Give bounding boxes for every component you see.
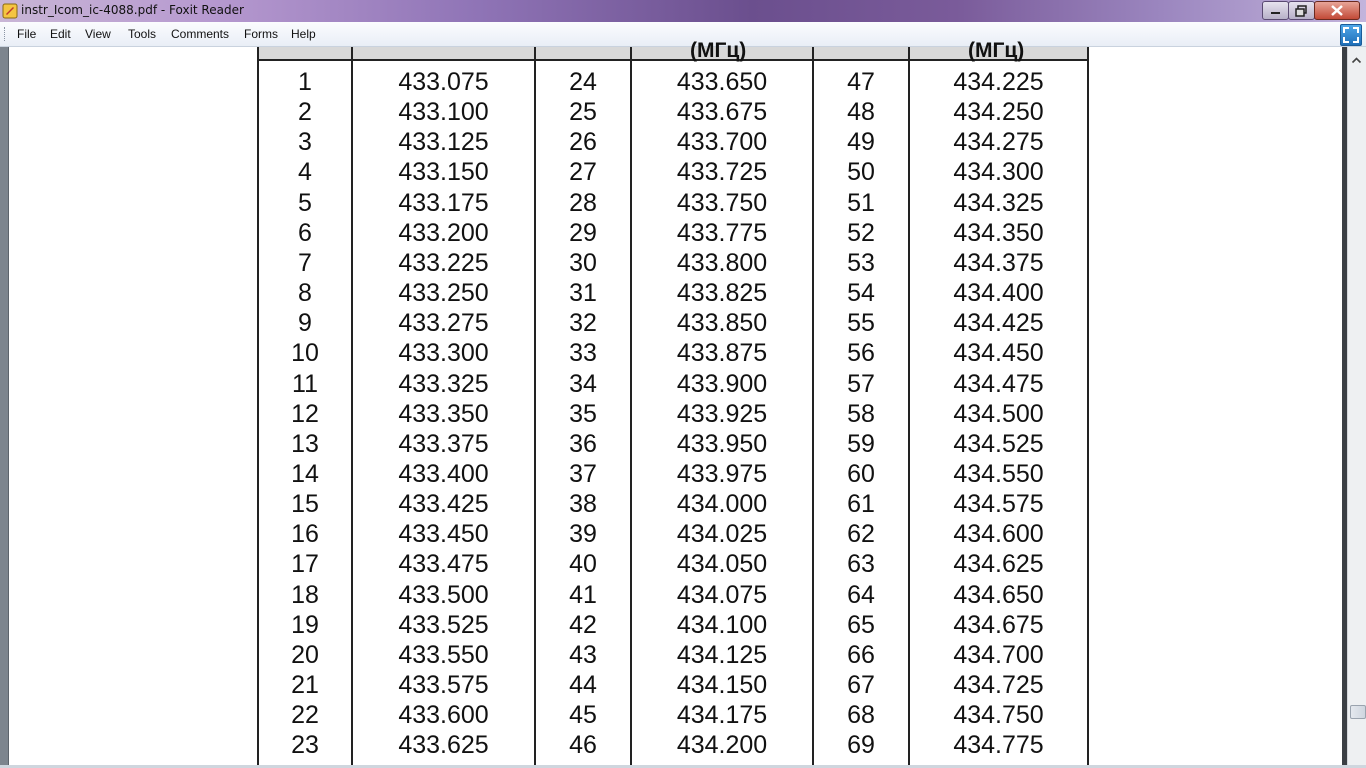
- channel-cell: 15: [291, 490, 319, 519]
- channel-cell: 13: [291, 429, 319, 458]
- frequency-cell: 433.700: [676, 128, 768, 157]
- frequency-table: [257, 39, 1089, 768]
- table-row: [257, 188, 1089, 218]
- frequency-cell: 433.800: [676, 248, 768, 277]
- frequency-cell: 433.525: [398, 610, 489, 639]
- frequency-cell: 434.525: [953, 429, 1044, 458]
- frequency-cell: 434.200: [676, 731, 768, 760]
- frequency-cell: 433.150: [398, 158, 489, 187]
- frequency-cell: 433.650: [676, 68, 768, 96]
- frequency-cell: 434.425: [953, 309, 1044, 338]
- frequency-cell: 433.075: [398, 68, 489, 96]
- channel-cell: 49: [847, 128, 875, 157]
- channel-cell: 58: [847, 399, 875, 428]
- frequency-cell: 433.450: [398, 520, 489, 549]
- frequency-cell: 433.500: [398, 580, 489, 609]
- channel-cell: 56: [847, 339, 875, 368]
- table-row: [257, 640, 1089, 670]
- channel-cell: 62: [847, 520, 875, 549]
- channel-cell: 35: [569, 399, 597, 428]
- frequency-cell: 434.675: [953, 610, 1044, 639]
- table-row: [257, 399, 1089, 429]
- channel-cell: 53: [847, 248, 875, 277]
- minimize-icon: [1263, 2, 1288, 19]
- channel-cell: 26: [569, 128, 597, 157]
- frequency-cell: 433.850: [676, 309, 768, 338]
- frequency-cell: 433.750: [676, 188, 768, 217]
- restore-icon: [1289, 2, 1314, 19]
- frequency-cell: 433.625: [398, 731, 489, 760]
- table-row: [257, 338, 1089, 368]
- frequency-cell: 434.700: [953, 640, 1044, 669]
- frequency-cell: 434.725: [953, 671, 1044, 699]
- frequency-cell: 434.125: [676, 640, 768, 669]
- frequency-cell: 433.900: [676, 369, 768, 398]
- channel-cell: 30: [569, 248, 597, 277]
- title-bar: [0, 0, 1366, 22]
- frequency-cell: 434.475: [953, 369, 1044, 398]
- frequency-cell: 433.550: [398, 640, 489, 669]
- menu-comments[interactable]: Comments: [171, 27, 230, 41]
- frequency-cell: 433.125: [398, 128, 489, 157]
- frequency-cell: 433.925: [676, 399, 768, 428]
- channel-cell: 65: [847, 610, 875, 639]
- left-panel-edge: [0, 47, 9, 768]
- frequency-cell: 434.350: [953, 218, 1044, 247]
- frequency-cell: 434.075: [676, 580, 768, 609]
- table-row: [257, 369, 1089, 399]
- frequency-cell: 433.575: [398, 671, 489, 699]
- table-row: [257, 610, 1089, 640]
- scroll-up-arrow-icon[interactable]: [1349, 53, 1364, 68]
- channel-cell: 24: [569, 68, 597, 96]
- channel-cell: 54: [847, 279, 875, 308]
- channel-cell: 41: [569, 580, 597, 609]
- table-row: [257, 549, 1089, 579]
- channel-cell: 69: [847, 731, 875, 760]
- frequency-cell: 433.375: [398, 429, 489, 458]
- channel-cell: 12: [291, 399, 319, 428]
- channel-cell: 67: [847, 671, 875, 699]
- frequency-cell: 434.150: [676, 671, 768, 699]
- channel-cell: 40: [569, 550, 597, 579]
- channel-cell: 21: [291, 671, 319, 699]
- frequency-cell: 434.575: [953, 490, 1044, 519]
- channel-cell: 45: [569, 701, 597, 730]
- channel-cell: 17: [291, 550, 319, 579]
- channel-cell: 48: [847, 98, 875, 127]
- channel-cell: 57: [847, 369, 875, 398]
- frequency-cell: 434.500: [953, 399, 1044, 428]
- menu-view[interactable]: View: [85, 27, 111, 41]
- channel-cell: 47: [847, 68, 875, 96]
- table-row: [257, 730, 1089, 760]
- menu-file[interactable]: File: [17, 27, 37, 41]
- frequency-cell: 434.250: [953, 98, 1044, 127]
- foxit-app-icon: [2, 3, 18, 19]
- channel-cell: 10: [291, 339, 319, 368]
- channel-cell: 34: [569, 369, 597, 398]
- frequency-cell: 433.325: [398, 369, 489, 398]
- table-row: [257, 459, 1089, 489]
- channel-cell: 61: [847, 490, 875, 519]
- frequency-cell: 434.650: [953, 580, 1044, 609]
- table-row: [257, 700, 1089, 730]
- channel-cell: 44: [569, 671, 597, 699]
- frequency-cell: 433.475: [398, 550, 489, 579]
- frequency-cell: 434.550: [953, 459, 1044, 488]
- frequency-cell: 434.100: [676, 610, 768, 639]
- channel-cell: 68: [847, 701, 875, 730]
- frequency-cell: 434.600: [953, 520, 1044, 549]
- channel-cell: 14: [291, 459, 319, 488]
- channel-cell: 60: [847, 459, 875, 488]
- table-row: [257, 97, 1089, 127]
- channel-cell: 5: [298, 188, 312, 217]
- channel-cell: 42: [569, 610, 597, 639]
- channel-cell: 22: [291, 701, 319, 730]
- channel-cell: 28: [569, 188, 597, 217]
- maximize-button[interactable]: [1288, 1, 1315, 20]
- table-row: [257, 308, 1089, 338]
- frequency-cell: 434.300: [953, 158, 1044, 187]
- frequency-cell: 434.450: [953, 339, 1044, 368]
- toolbar-grip[interactable]: [4, 27, 8, 41]
- window-title: instr_Icom_ic-4088.pdf - Foxit Reader: [21, 3, 244, 17]
- channel-cell: 29: [569, 218, 597, 247]
- frequency-cell: 434.750: [953, 701, 1044, 730]
- frequency-cell: 434.025: [676, 520, 768, 549]
- table-row: [257, 489, 1089, 519]
- frequency-cell: 434.275: [953, 128, 1044, 157]
- frequency-cell: 434.625: [953, 550, 1044, 579]
- frequency-cell: 433.875: [676, 339, 768, 368]
- channel-cell: 38: [569, 490, 597, 519]
- header-unit-label: (МГц): [690, 39, 747, 62]
- frequency-cell: 433.400: [398, 459, 489, 488]
- frequency-cell: 434.225: [953, 68, 1044, 96]
- frequency-cell: 433.775: [676, 218, 768, 247]
- vertical-scrollbar[interactable]: [1347, 47, 1366, 768]
- channel-cell: 55: [847, 309, 875, 338]
- table-row: [257, 278, 1089, 308]
- fullscreen-icon: [1341, 25, 1361, 45]
- frequency-cell: 433.675: [676, 98, 768, 127]
- close-button[interactable]: [1314, 1, 1360, 20]
- channel-cell: 20: [291, 640, 319, 669]
- channel-cell: 50: [847, 158, 875, 187]
- channel-cell: 18: [291, 580, 319, 609]
- frequency-cell: 434.400: [953, 279, 1044, 308]
- menu-help[interactable]: Help: [291, 27, 316, 41]
- frequency-cell: 433.250: [398, 279, 489, 308]
- menu-forms[interactable]: Forms: [244, 27, 278, 41]
- frequency-cell: 434.175: [676, 701, 768, 730]
- frequency-cell: 433.975: [676, 459, 768, 488]
- frequency-cell: 433.275: [398, 309, 489, 338]
- frequency-cell: 433.725: [676, 158, 768, 187]
- channel-cell: 3: [298, 128, 312, 157]
- minimize-button[interactable]: [1262, 1, 1289, 20]
- table-row: [257, 67, 1089, 97]
- channel-cell: 51: [847, 188, 875, 217]
- frequency-cell: 433.950: [676, 429, 768, 458]
- channel-cell: 9: [298, 309, 312, 338]
- frequency-cell: 434.375: [953, 248, 1044, 277]
- channel-cell: 37: [569, 459, 597, 488]
- menu-bar: [0, 22, 1366, 47]
- frequency-cell: 434.000: [676, 490, 768, 519]
- channel-cell: 4: [298, 158, 312, 187]
- table-row: [257, 127, 1089, 157]
- channel-cell: 64: [847, 580, 875, 609]
- frequency-cell: 434.325: [953, 188, 1044, 217]
- frequency-cell: 433.200: [398, 218, 489, 247]
- channel-cell: 16: [291, 520, 319, 549]
- channel-cell: 2: [298, 98, 312, 127]
- channel-cell: 23: [291, 731, 319, 760]
- channel-cell: 11: [292, 369, 318, 398]
- scroll-thumb[interactable]: [1350, 705, 1366, 719]
- frequency-cell: 433.300: [398, 339, 489, 368]
- close-icon: [1315, 2, 1359, 19]
- fullscreen-button[interactable]: [1340, 24, 1362, 46]
- channel-cell: 6: [298, 218, 312, 247]
- table-row: [257, 248, 1089, 278]
- table-row: [257, 157, 1089, 187]
- channel-cell: 1: [298, 68, 312, 96]
- table-row: [257, 218, 1089, 248]
- channel-cell: 27: [569, 158, 597, 187]
- frequency-cell: 433.825: [676, 279, 768, 308]
- channel-cell: 52: [847, 218, 875, 247]
- menu-tools[interactable]: Tools: [128, 27, 157, 41]
- header-unit-label: (МГц): [968, 39, 1025, 62]
- channel-cell: 59: [847, 429, 875, 458]
- frequency-cell: 433.600: [398, 701, 489, 730]
- channel-cell: 25: [569, 98, 597, 127]
- frequency-cell: 433.175: [398, 188, 489, 217]
- table-header: [257, 39, 1089, 62]
- channel-cell: 33: [569, 339, 597, 368]
- frequency-cell: 433.100: [398, 98, 489, 127]
- frequency-cell: 433.350: [398, 399, 489, 428]
- channel-cell: 31: [569, 279, 597, 308]
- channel-cell: 39: [569, 520, 597, 549]
- menu-edit[interactable]: Edit: [50, 27, 71, 41]
- frequency-cell: 434.775: [953, 731, 1044, 760]
- channel-cell: 43: [569, 640, 597, 669]
- channel-cell: 32: [569, 309, 597, 338]
- frequency-cell: 434.050: [676, 550, 768, 579]
- channel-cell: 8: [298, 279, 312, 308]
- channel-cell: 7: [298, 248, 312, 277]
- table-row: [257, 670, 1089, 700]
- channel-cell: 63: [847, 550, 875, 579]
- channel-cell: 46: [569, 731, 597, 760]
- table-row: [257, 580, 1089, 610]
- frequency-cell: 433.425: [398, 490, 489, 519]
- channel-cell: 66: [847, 640, 875, 669]
- table-row: [257, 519, 1089, 549]
- channel-cell: 19: [291, 610, 319, 639]
- frequency-cell: 433.225: [398, 248, 489, 277]
- channel-cell: 36: [569, 429, 597, 458]
- table-row: [257, 429, 1089, 459]
